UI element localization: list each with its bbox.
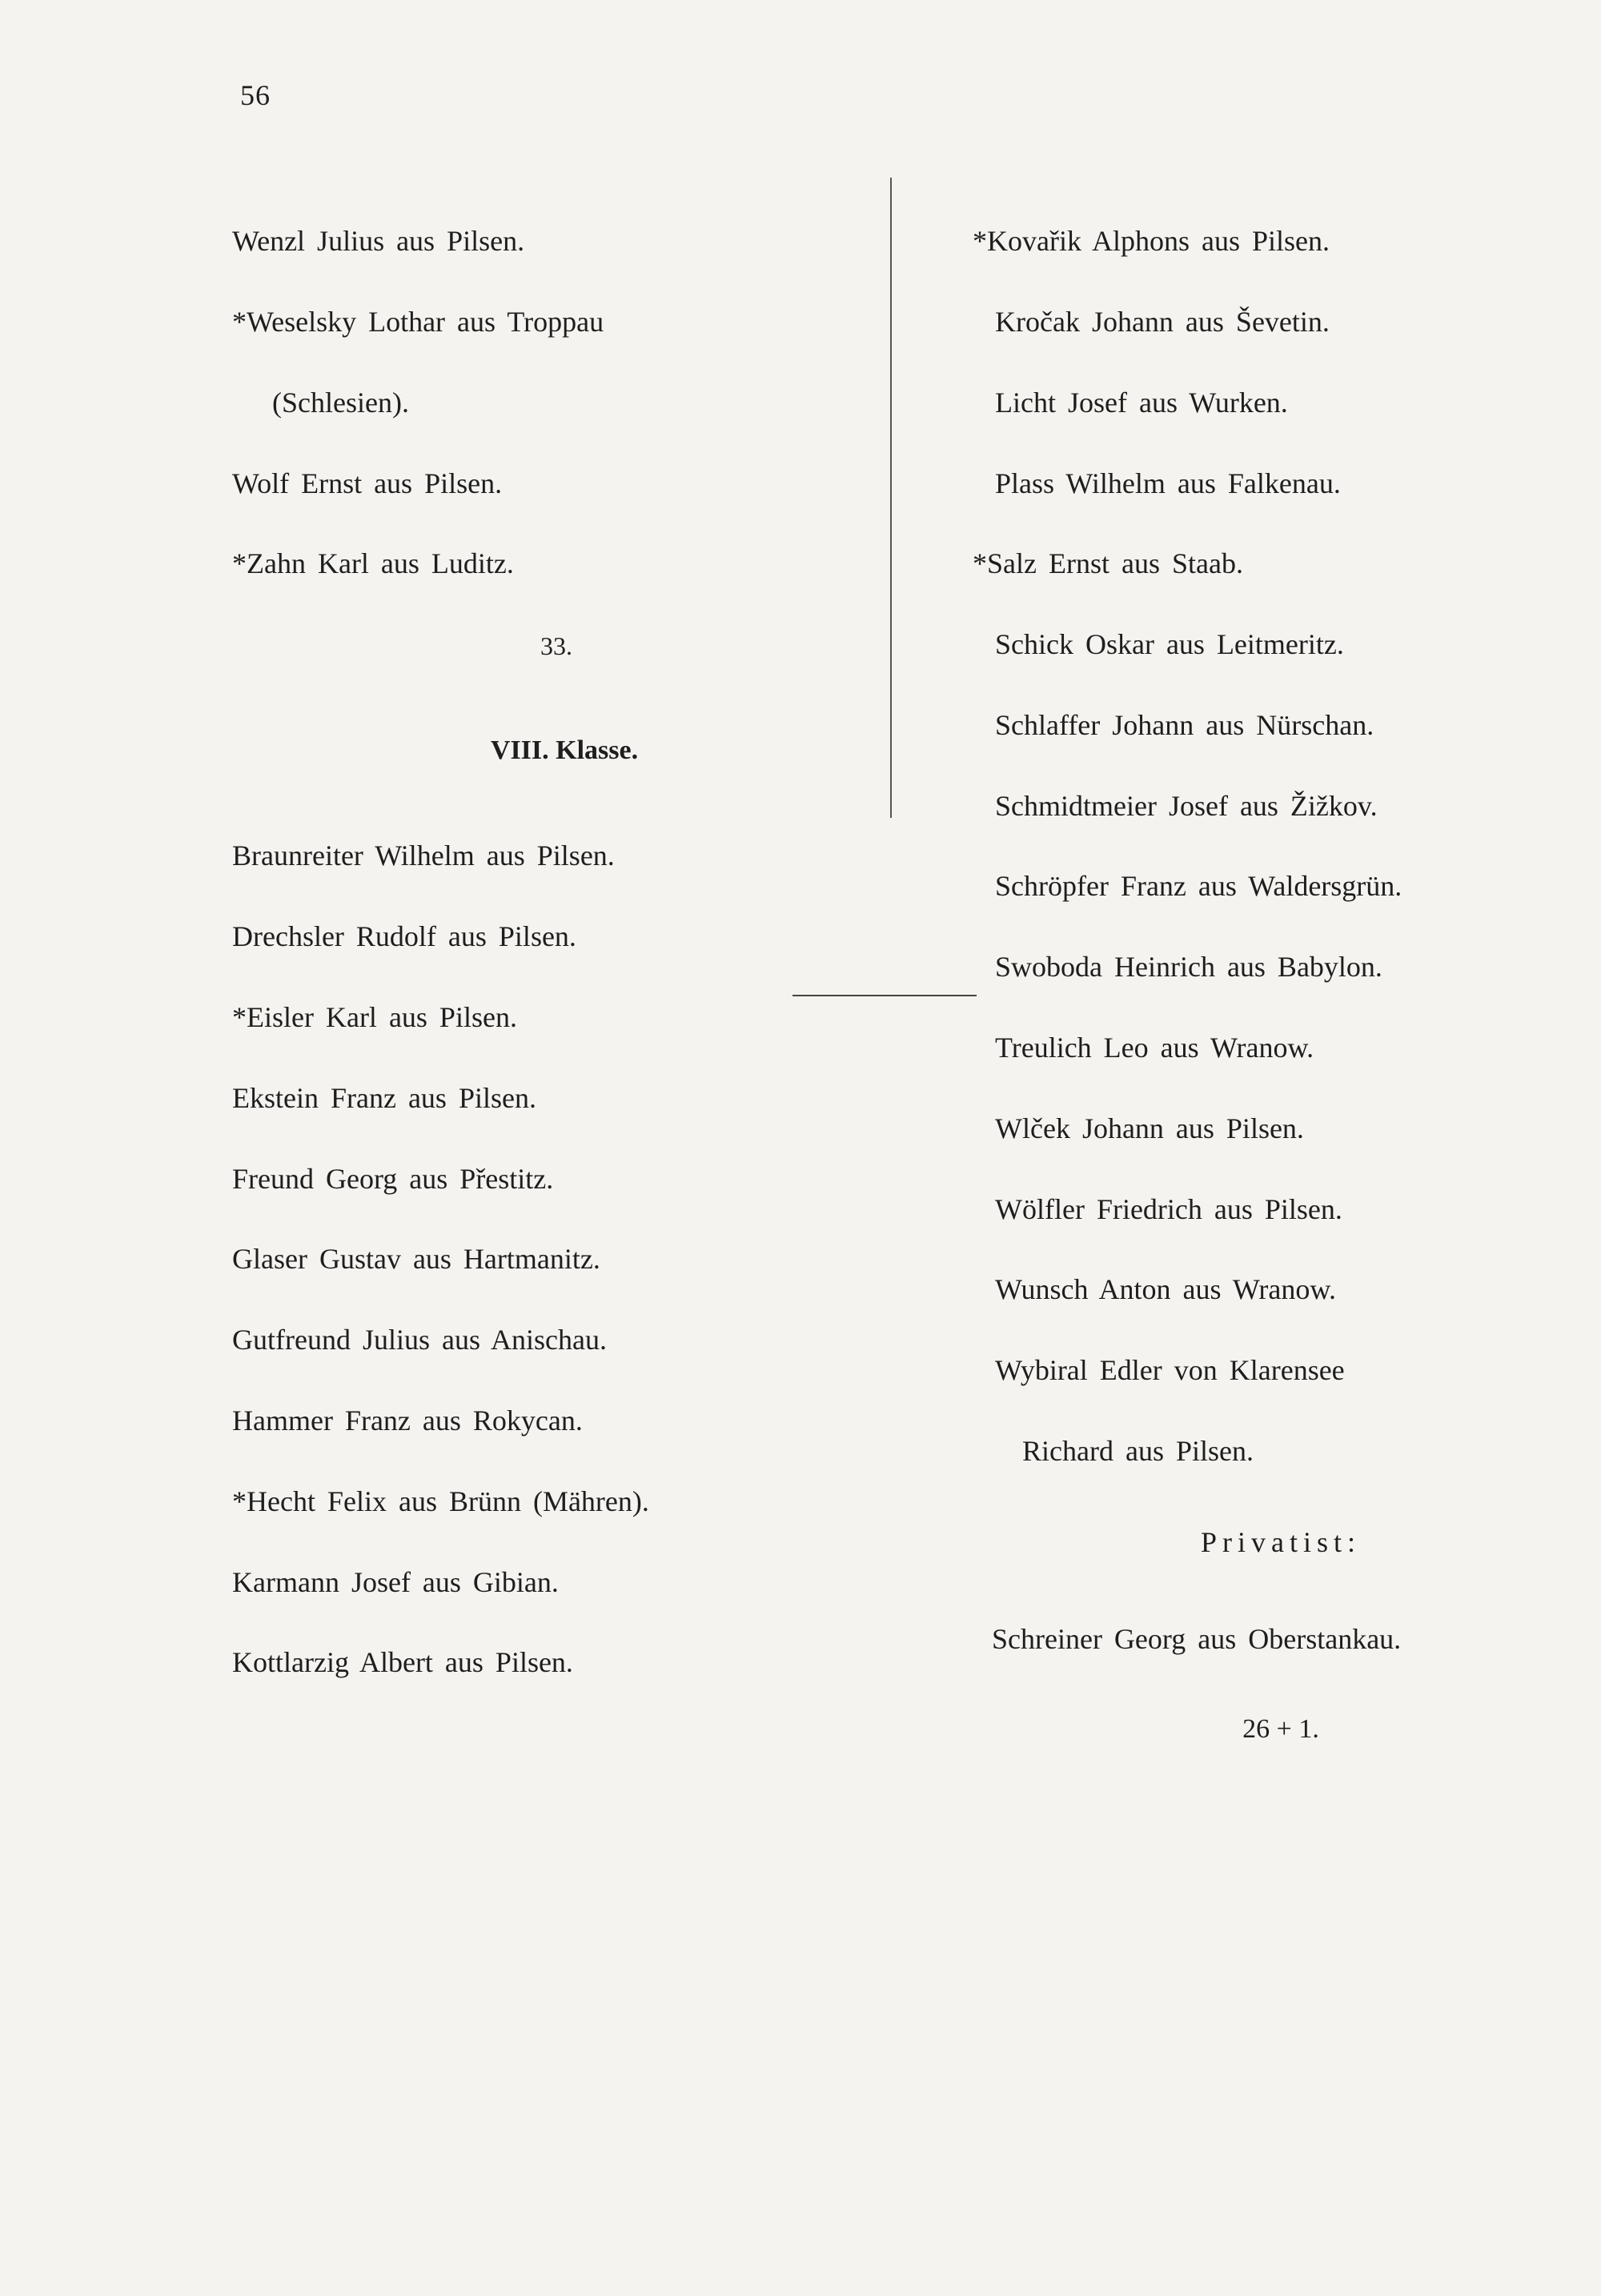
- student-entry: Braunreiter Wilhelm aus Pilsen.: [232, 839, 615, 872]
- student-entry: Treulich Leo aus Wranow.: [995, 1032, 1314, 1064]
- student-entry: Freund Georg aus Přestitz.: [232, 1162, 554, 1195]
- student-entry: Schlaffer Johann aus Nürschan.: [995, 708, 1374, 741]
- student-entry: *Salz Ernst aus Staab.: [973, 547, 1243, 580]
- section-divider: [792, 995, 977, 996]
- student-entry: Wybiral Edler von Klarensee: [995, 1354, 1345, 1387]
- page-number: 56: [240, 79, 271, 111]
- student-entry: Schröpfer Franz aus Waldersgrün.: [995, 870, 1402, 903]
- class-heading: VIII. Klasse.: [490, 735, 639, 766]
- class-total: 33.: [540, 631, 572, 661]
- student-entry: Glaser Gustav aus Hartmanitz.: [232, 1243, 600, 1276]
- student-entry: Wolf Ernst aus Pilsen.: [232, 467, 503, 499]
- student-entry: *Kovařik Alphons aus Pilsen.: [973, 225, 1330, 258]
- student-entry: Ekstein Franz aus Pilsen.: [232, 1081, 536, 1114]
- student-entry: Schick Oskar aus Leitmeritz.: [995, 628, 1344, 661]
- student-entry: *Hecht Felix aus Brünn (Mähren).: [232, 1485, 649, 1517]
- student-entry: *Weselsky Lothar aus Troppau: [232, 305, 604, 338]
- student-entry: Wölfler Friedrich aus Pilsen.: [995, 1192, 1342, 1225]
- student-entry: Licht Josef aus Wurken.: [995, 386, 1288, 419]
- student-entry: Karmann Josef aus Gibian.: [232, 1565, 559, 1598]
- privatist-entry: Schreiner Georg aus Oberstankau.: [992, 1622, 1402, 1655]
- student-entry: Kročak Johann aus Ševetin.: [995, 305, 1330, 338]
- student-entry: Plass Wilhelm aus Falkenau.: [995, 467, 1341, 499]
- student-entry: *Zahn Karl aus Luditz.: [232, 547, 514, 580]
- student-entry: Swoboda Heinrich aus Babylon.: [995, 951, 1382, 984]
- student-entry: Drechsler Rudolf aus Pilsen.: [232, 920, 576, 953]
- student-entry: *Eisler Karl aus Pilsen.: [232, 1001, 517, 1034]
- right-column: [973, 174, 1557, 1775]
- class-total: 26 + 1.: [1242, 1714, 1319, 1745]
- student-entry: Schmidtmeier Josef aus Žižkov.: [995, 789, 1378, 822]
- column-divider: [890, 178, 892, 818]
- student-entry: Wunsch Anton aus Wranow.: [995, 1273, 1337, 1306]
- left-column: [232, 174, 857, 1703]
- student-entry: Wlček Johann aus Pilsen.: [995, 1112, 1304, 1144]
- student-entry-continuation: Richard aus Pilsen.: [1022, 1434, 1254, 1467]
- student-entry: Hammer Franz aus Rokycan.: [232, 1404, 583, 1437]
- privatist-heading: Privatist:: [1200, 1525, 1361, 1558]
- student-entry: Wenzl Julius aus Pilsen.: [232, 225, 525, 258]
- student-entry: Kottlarzig Albert aus Pilsen.: [232, 1646, 573, 1679]
- student-entry-continuation: (Schlesien).: [272, 386, 409, 419]
- student-entry: Gutfreund Julius aus Anischau.: [232, 1324, 607, 1356]
